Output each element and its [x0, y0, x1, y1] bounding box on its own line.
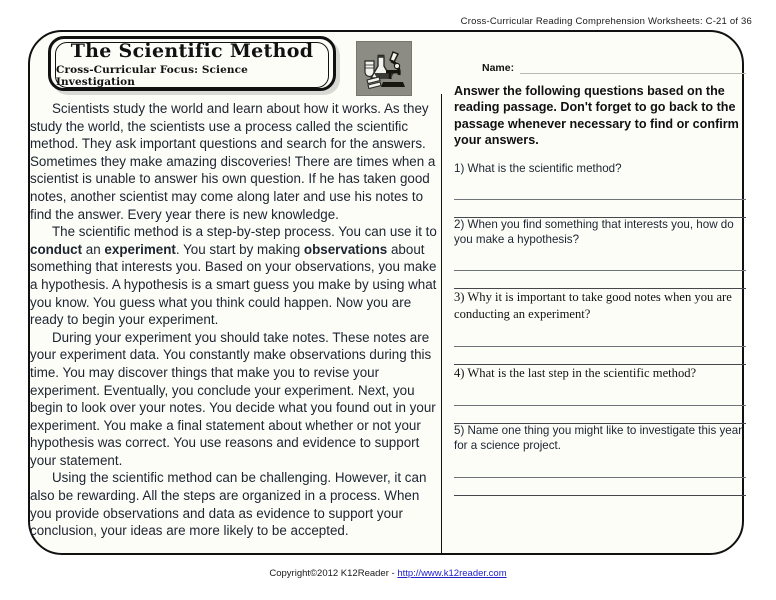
reading-passage-column	[30, 100, 442, 540]
question-block	[454, 162, 746, 219]
name-field-row	[454, 62, 746, 74]
answer-line[interactable]	[454, 182, 746, 200]
title-box-inner-border	[55, 39, 329, 89]
question-text: 3) Why it is important to take good notes when you are conducting an experiment?	[454, 290, 732, 322]
answer-line[interactable]	[454, 406, 746, 424]
passage-p2-bold-conduct: conduct	[30, 241, 83, 257]
answer-line[interactable]	[454, 478, 746, 496]
title-box	[48, 36, 336, 91]
passage-p2-text-2: an	[82, 241, 105, 257]
question-block	[454, 424, 746, 495]
copyright-text: Copyright©2012 K12Reader -	[269, 568, 398, 579]
passage-paragraph-1: Scientists study the world and learn about how it works. As they study the world, the scientists use a process called the scientific method. They ask important questions and search for the answers. Sometimes they make amazing discoveries! There are times when a scientist is unable to answer his own question. If he has taken good notes, another scientist may come along later and use his notes to find the answer. Every year there is new knowledge.	[30, 101, 436, 222]
name-input[interactable]	[520, 64, 746, 74]
answer-line[interactable]	[454, 271, 746, 289]
worksheet-header-label: Cross-Curricular Reading Comprehension Worksheets: C-21 of 36	[460, 16, 752, 27]
page-subtitle: Cross-Curricular Focus: Science Investigation	[56, 64, 248, 89]
footer	[0, 568, 776, 579]
question-text: 5) Name one thing you might like to investigate this year for a science project.	[454, 424, 743, 452]
answer-line[interactable]	[454, 460, 746, 478]
passage-p2-text-4: about something that interests you. Based on your observations, you make a hypothesis. A hypothesis is a smart guess you make by using what you know. You guess what you think could happen. Now you are ready to begin your experiment.	[30, 241, 437, 328]
question-text: 4) What is the last step in the scientific method?	[454, 366, 697, 381]
answer-line[interactable]	[454, 329, 746, 347]
microscope-beakers-icon	[356, 41, 412, 96]
answer-line[interactable]	[454, 253, 746, 271]
passage-paragraph-2	[30, 223, 442, 329]
passage-paragraph-4: Using the scientific method can be challenging. However, it can also be rewarding. All the steps are organized in a process. When you provide observations and data as evidence to support your conclusion, your ideas are more likely to be accepted.	[30, 470, 427, 539]
question-block	[454, 289, 746, 365]
question-block	[454, 218, 746, 289]
question-block	[454, 365, 746, 424]
passage-paragraph-3: During your experiment you should take notes. These notes are your experiment data. You constantly make observations during this time. You may discover things that make you to revise your experiment. Eventually, you conclude your experiment. Next, you begin to look over your notes. You decide what you found out in your experiment. You make a final statement about whether or not your hypothesis was correct. You use reasons and evidence to support your statement.	[30, 329, 436, 468]
question-text: 2) When you find something that interests you, how do you make a hypothesis?	[454, 218, 734, 246]
answer-line[interactable]	[454, 200, 746, 218]
passage-p2-text-3: . You start by making	[175, 241, 304, 257]
passage-p2-bold-experiment: experiment	[104, 241, 176, 257]
answer-line[interactable]	[454, 347, 746, 365]
page-title: The Scientific Method	[70, 39, 314, 62]
reading-passage	[30, 100, 442, 540]
instructions-text: Answer the following questions based on the reading passage. Don't forget to go back to the passage whenever necessary to find or confirm your answers.	[454, 84, 739, 148]
k12reader-link[interactable]: http://www.k12reader.com	[397, 568, 507, 579]
passage-p2-text-1: The scientific method is a step-by-step process. You can use it to	[52, 224, 437, 240]
questions-list	[454, 162, 746, 496]
passage-p2-bold-observations: observations	[303, 241, 388, 257]
answer-line[interactable]	[454, 388, 746, 406]
question-text: 1) What is the scientific method?	[454, 161, 622, 175]
column-divider	[441, 94, 442, 554]
questions-column	[454, 62, 746, 496]
name-field-label: Name:	[482, 62, 515, 74]
